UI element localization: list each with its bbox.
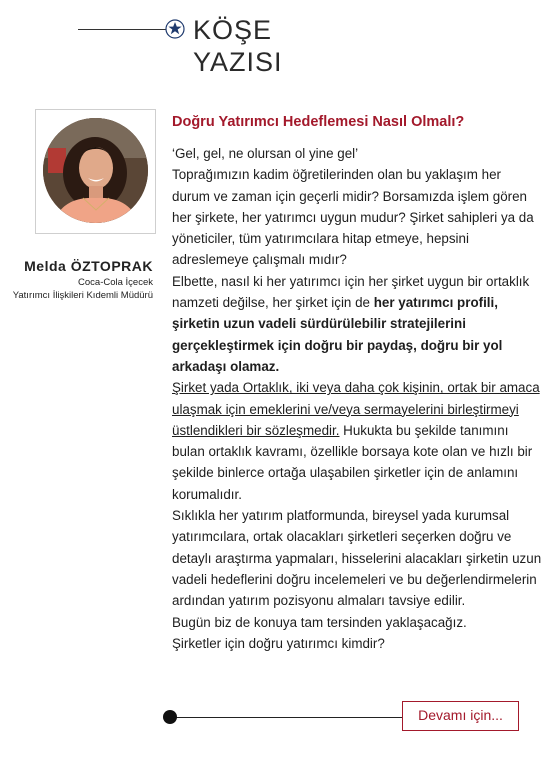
article-paragraph-4: Sıklıkla her yatırım platformunda, bireysel yada kurumsal yatırımcılara, ortak olacakları şirketleri seçerken doğru ve detaylı araştırma yapmaları, hisselerini alacakları şirketin uzun vadeli hedeflerini doğru incelemeleri ve bu değerlendirmelerin ardından yatırım pozisyonu almaları tavsiye edilir.	[172, 508, 542, 609]
paragraph-3-text: Hukukta bu şekilde tanımını bulan ortaklık kavramı, özellikle borsaya kote olan ve hızlı bir şekilde binlerce ortağa ulaşabilen şirketler için de anlamını korumalıdır.	[172, 422, 533, 502]
article	[172, 111, 542, 654]
footer-dot	[163, 710, 177, 724]
paragraph-2-emphasis: her yatırımcı profili, şirketin uzun vadeli sürdürülebilir stratejilerini gerçekleştirmek için doğru bir paydaş, doğru bir yol arkadaşı olamaz.	[172, 295, 503, 374]
article-paragraph-6: Şirketler için doğru yatırımcı kimdir?	[172, 635, 385, 651]
article-title: Doğru Yatırımcı Hedeflemesi Nasıl Olmalı?	[172, 114, 465, 130]
section-title	[193, 14, 283, 78]
article-paragraph-1: Toprağımızın kadim öğretilerinden olan bu yaklaşım her durum ve zaman için geçerli midir? Borsamızda işlem gören her şirkete, her yatırımcı uygun mudur? Şirket sahipleri ya da yöneticiler, tüm yatırımcılara hitap etmeye, hepsini adreslemeye çalışmalı mıdır?	[172, 167, 534, 268]
author-photo-frame	[35, 109, 156, 234]
section-title-line2: YAZISI	[193, 47, 283, 77]
footer-rule	[170, 717, 402, 718]
article-quote: ‘Gel, gel, ne olursan ol yine gel’	[172, 146, 359, 161]
author-role: Yatırımcı İlişkileri Kıdemli Müdürü	[12, 290, 153, 301]
article-paragraph-3	[172, 377, 542, 505]
article-paragraph-5: Bugün biz de konuya tam tersinden yaklaşacağız.	[172, 614, 467, 630]
company-definition: Şirket yada Ortaklık, iki veya daha çok kişinin, ortak bir amaca ulaşmak için emeklerini ve/veya sermayelerini birleştirmeyi üstlendikleri bir sözleşmedir.	[172, 380, 540, 438]
article-body	[172, 143, 542, 654]
star-badge-icon	[165, 19, 185, 39]
paragraph-2-text: Elbette, nasıl ki her yatırımcı için her şirket uygun bir ortaklık namzeti değilse, her şirket için de	[172, 273, 530, 311]
section-title-line1: KÖŞE	[193, 15, 273, 45]
read-more-button[interactable]: Devamı için...	[402, 701, 519, 731]
article-paragraph-2	[172, 271, 542, 377]
author-name: Melda ÖZTOPRAK	[24, 258, 153, 274]
header-rule	[78, 29, 170, 30]
author-company: Coca-Cola İçecek	[78, 277, 153, 288]
author-photo	[43, 118, 148, 223]
